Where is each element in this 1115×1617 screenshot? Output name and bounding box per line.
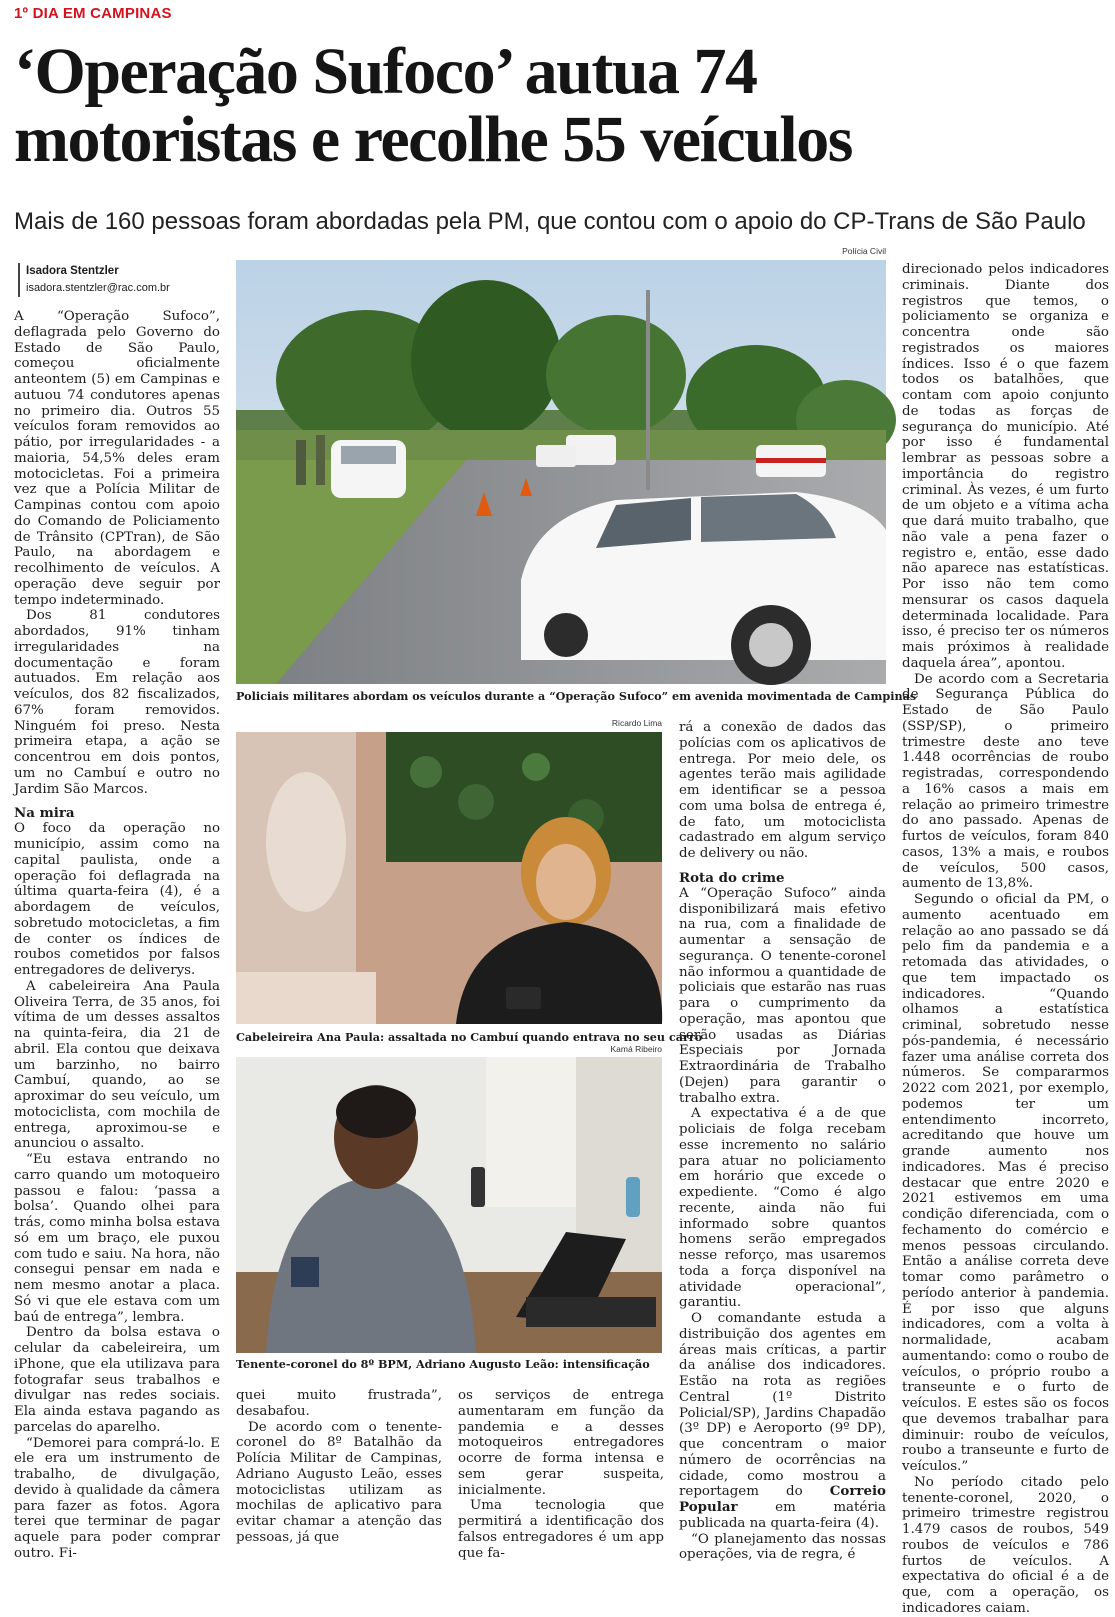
paragraph: rá a conexão de dados das polícias com os aplicativos de entrega. Por meio dele, os agentes terão mais agilidade em identificar se a pessoa com uma bolsa de entrega é, de fato, um motociclista cadastrado em algum serviço de delivery ou não. — [679, 720, 886, 861]
paragraph: A expectativa é a de que policiais de folga recebam esse incremento no salário para atuar no policiamento em horário que excede o expediente. “Como é algo recente, ainda não fui informado sobre quantos homens serão empregados nesse reforço, mas usaremos toda a força disponível na atividade operacional”, garantiu. — [679, 1106, 886, 1311]
headline-line-2: motoristas e recolhe 55 veículos — [14, 103, 852, 176]
paragraph: “O planejamento das nossas operações, via de regra, é — [679, 1531, 886, 1563]
paragraph: A cabeleireira Ana Paula Oliveira Terra, de 35 anos, foi vítima de um desses assaltos na quinta-feira, dia 21 de abril. Ela contou que deixava um barzinho, no bairro Cambuí, quando, ao se aproximar do seu veículo, um motociclista, com mochila de entrega, aproximou-se e anunciou o assalto. — [14, 978, 220, 1152]
paragraph: A “Operação Sufoco”, deflagrada pelo Governo do Estado de São Paulo, começou oficialmente anteontem (5) em Campinas e autuou 74 condutores apenas no primeiro dia. Outros 55 veículos foram removidos ao pátio, por irregularidades - a maioria, 54,5% deles eram motocicletas. Foi a primeira vez que a Polícia Militar de Campinas contou com apoio do Comando de Policiamento de Trânsito (CPTran), de São Paulo, na abordagem e recolhimento de veículos. A operação deve seguir por tempo indeterminado. — [14, 309, 220, 608]
subheading: Na mira — [14, 805, 75, 822]
subheading: Rota do crime — [679, 869, 785, 886]
photo-hairdresser — [236, 732, 662, 1024]
paragraph: os serviços de entrega aumentaram em função da pandemia e a desses motoqueiros entregadores ocorre de forma intensa e sem gerar suspeita, inicialmente. — [458, 1388, 664, 1498]
photo-credit-3: Kamá Ribeiro — [610, 1044, 662, 1054]
subheadline: Mais de 160 pessoas foram abordadas pela PM, que contou com o apoio do CP-Trans de São Paulo — [14, 208, 1086, 235]
photo-caption-3: Tenente-coronel do 8º BPM, Adriano Augusto Leão: intensificação — [236, 1357, 650, 1371]
paragraph: direcionado pelos indicadores criminais. Diante dos registros que temos, o policiamento se organiza e concentra onde são registrados os maiores índices. Isso é o que fazem todos os batalhões, que contam com apoio conjunto de todas as forças de segurança do município. Até por isso é fundamental lembrar as pessoas sobre a importância do registro criminal. Às vezes, é um furto de um objeto e a vítima acha que dará muito trabalho, que não vale a pena fazer o registro e, então, esse dado não aparece nas estatísticas. Por isso não tem como mensurar os casos daquela determinada localidade. Para isso, é preciso ter os números mais próximos à realidade daquela área”, apontou. — [902, 262, 1109, 671]
photo-caption-1: Policiais militares abordam os veículos durante a “Operação Sufoco” em avenida movimentada de Campinas — [236, 689, 917, 703]
newspaper-name: Correio Popular — [679, 1483, 886, 1515]
paragraph: De acordo com o tenente-coronel do 8º Batalhão da Polícia Militar de Campinas, Adriano Augusto Leão, esses motociclistas utilizam as mochilas de aplicativo para evitar chamar a atenção das pessoas, já que — [236, 1419, 442, 1545]
paragraph: Segundo o oficial da PM, o aumento acentuado em relação ao ano passado se dá pelo fim da pandemia e a retomada das atividades, o que tem impactado os indicadores. “Quando olhamos a estatística criminal, sobretudo nesse pós-pandemia, é necessário fazer uma análise correta dos números. Se compararmos 2022 com 2021, por exemplo, podemos ter um entendimento incorreto, acreditando que houve um grande aumento nos indicadores. Mas é preciso destacar que entre 2020 e 2021 estivemos em uma condição diferenciada, com o fechamento do comércio e menos pessoas circulando. Então a análise correta deve tomar como parâmetro o período anterior à pandemia. É por isso que alguns indicadores, com a volta à normalidade, acabam aumentando: como o roubo de veículos, o próprio roubo a transeunte e o furto de veículos. E estes são os focos que devemos trabalhar para diminuir: roubo de veículos, roubo a transeunte e furto de veículos.” — [902, 892, 1109, 1474]
photo-lieutenant-colonel — [236, 1057, 662, 1353]
headline — [14, 35, 1109, 176]
article-column-4 — [679, 720, 886, 1563]
paragraph: O foco da operação no município, assim como na capital paulista, onde a operação foi deflagrada na última quarta-feira (4), é a abordagem de veículos, sobretudo motocicletas, a fim de conter os índices de roubos cometidos por falsos entregadores de deliverys. — [14, 821, 220, 978]
paragraph: Uma tecnologia que permitirá a identificação dos falsos entregadores é um app que fa- — [458, 1498, 664, 1561]
section-label: 1º DIA EM CAMPINAS — [14, 5, 172, 22]
paragraph: Dentro da bolsa estava o celular da cabeleireira, um iPhone, que ela utilizava para fotografar seus trabalhos e divulgar nas redes sociais. Ela ainda estava pagando as parcelas do aparelho. — [14, 1325, 220, 1435]
paragraph: A “Operação Sufoco” ainda disponibilizará mais efetivo na rua, com a finalidade de aumentar a sensação de segurança. O tenente-coronel não informou a quantidade de policiais que estarão nas ruas para o cumprimento da operação, mas apontou que serão usadas as Diárias Especiais por Jornada Extraordinária de Trabalho (Dejen) para garantir o trabalho extra. — [679, 885, 886, 1106]
photo-credit-1: Polícia Civil — [842, 246, 886, 256]
paragraph: O comandante estuda a distribuição dos agentes em áreas mais críticas, a partir da análise dos indicadores. Estão na rota as regiões Central (1º Distrito Policial/SP), Jardins Chapadão (3º DP) e Aeroporto (9º DP), que concentram o maior número de ocorrências na cidade, como mostrou a reportagem do Correio Popular em matéria publicada na quarta-feira (4). — [679, 1311, 886, 1531]
photo-caption-2: Cabeleireira Ana Paula: assaltada no Cambuí quando entrava no seu carro — [236, 1030, 703, 1044]
article-column-1 — [14, 309, 220, 1561]
paragraph: “Eu estava entrando no carro quando um motoqueiro passou e falou: ‘passa a bolsa’. Quando olhei para trás, como minha bolsa estava só em um braço, ele puxou com tudo e saiu. Na hora, não consegui pensar em nada e nem mesmo anotar a placa. Só vi que ele estava com um baú de entrega”, lembra. — [14, 1152, 220, 1325]
paragraph: De acordo com a Secretaria de Segurança Pública do Estado de São Paulo (SSP/SP), o primeiro trimestre deste ano teve 1.448 ocorrências de roubo registradas, correspondendo a 16% casos a mais em relação ao primeiro trimestre do ano passado. Apenas de furtos de veículos, foram 840 casos, 13% a mais, e roubos de veículos, 500 casos, aumento de 13,8%. — [902, 671, 1109, 892]
photo-street-operation — [236, 260, 886, 684]
headline-line-1: ‘Operação Sufoco’ autua 74 — [14, 35, 757, 108]
author-name: Isadora Stentzler — [26, 265, 119, 277]
article-column-3 — [458, 1388, 664, 1561]
paragraph: quei muito frustrada”, desabafou. — [236, 1388, 442, 1419]
paragraph: “Demorei para comprá-lo. E ele era um instrumento de trabalho, de divulgação, devido à qualidade da câmera para fazer as fotos. Agora terei que terminar de pagar aquele para poder comprar outro. Fi- — [14, 1435, 220, 1561]
paragraph: No período citado pelo tenente-coronel, 2020, o primeiro trimestre registrou 1.479 casos de roubos, 549 roubos de veículos e 786 furtos de veículos. A expectativa do oficial é a de que, com a operação, os indicadores caiam. — [902, 1474, 1109, 1616]
byline — [18, 263, 170, 297]
article-column-2 — [236, 1388, 442, 1545]
author-email: isadora.stentzler@rac.com.br — [26, 282, 170, 294]
photo-credit-2: Ricardo Lima — [611, 718, 662, 728]
paragraph: Dos 81 condutores abordados, 91% tinham irregularidades na documentação e foram autuados. Em relação aos veículos, dos 82 fiscalizados, 67% foram removidos. Ninguém foi preso. Nesta primeira etapa, a ação se concentrou em dois pontos, um no Cambuí e outro no Jardim São Marcos. — [14, 608, 220, 797]
article-column-5 — [902, 262, 1109, 1616]
